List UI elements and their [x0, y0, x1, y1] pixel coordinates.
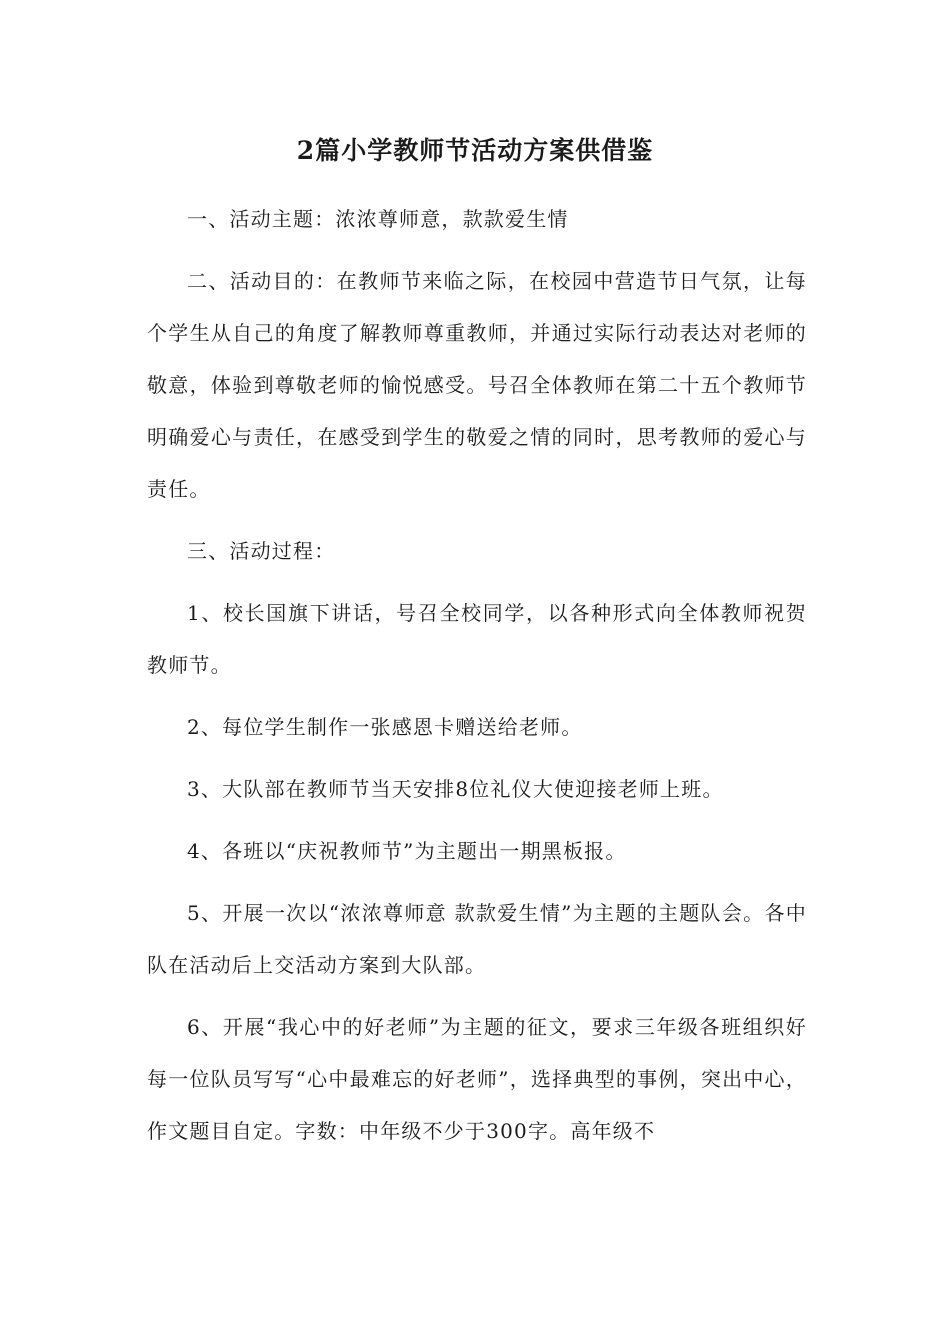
document-body: [147, 193, 807, 1167]
paragraph-activity-theme: 一、活动主题：浓浓尊师意，款款爱生情: [187, 207, 569, 231]
paragraph-item-1: 1、校长国旗下讲话，号召全校同学，以各种形式向全体教师祝贺教师节。: [147, 601, 807, 677]
paragraph-item-5: 5、开展一次以“浓浓尊师意 款款爱生情”为主题的主题队会。各中队在活动后上交活动方案到大队部。: [147, 901, 807, 977]
paragraph-item-2: 2、每位学生制作一张感恩卡赠送给老师。: [187, 715, 583, 739]
paragraph-item-4: 4、各班以“庆祝教师节”为主题出一期黑板报。: [187, 839, 627, 863]
paragraph-activity-purpose: 二、活动目的：在教师节来临之际，在校园中营造节日气氛，让每个学生从自己的角度了解教师尊重教师，并通过实际行动表达对老师的敬意，体验到尊敬老师的愉悦感受。号召全体教师在第二十五个教师节明确爱心与责任，在感受到学生的敬爱之情的同时，思考教师的爱心与责任。: [147, 269, 807, 501]
paragraph-item-6: 6、开展“我心中的好老师”为主题的征文，要求三年级各班组织好每一位队员写写“心中最难忘的好老师”，选择典型的事例，突出中心，作文题目自定。字数：中年级不少于300字。高年级不: [147, 1015, 807, 1143]
document-title: 2篇小学教师节活动方案供借鉴: [296, 136, 654, 165]
paragraph-item-3: 3、大队部在教师节当天安排8位礼仪大使迎接老师上班。: [187, 777, 724, 801]
paragraph-activity-process-heading: 三、活动过程：: [187, 539, 336, 563]
